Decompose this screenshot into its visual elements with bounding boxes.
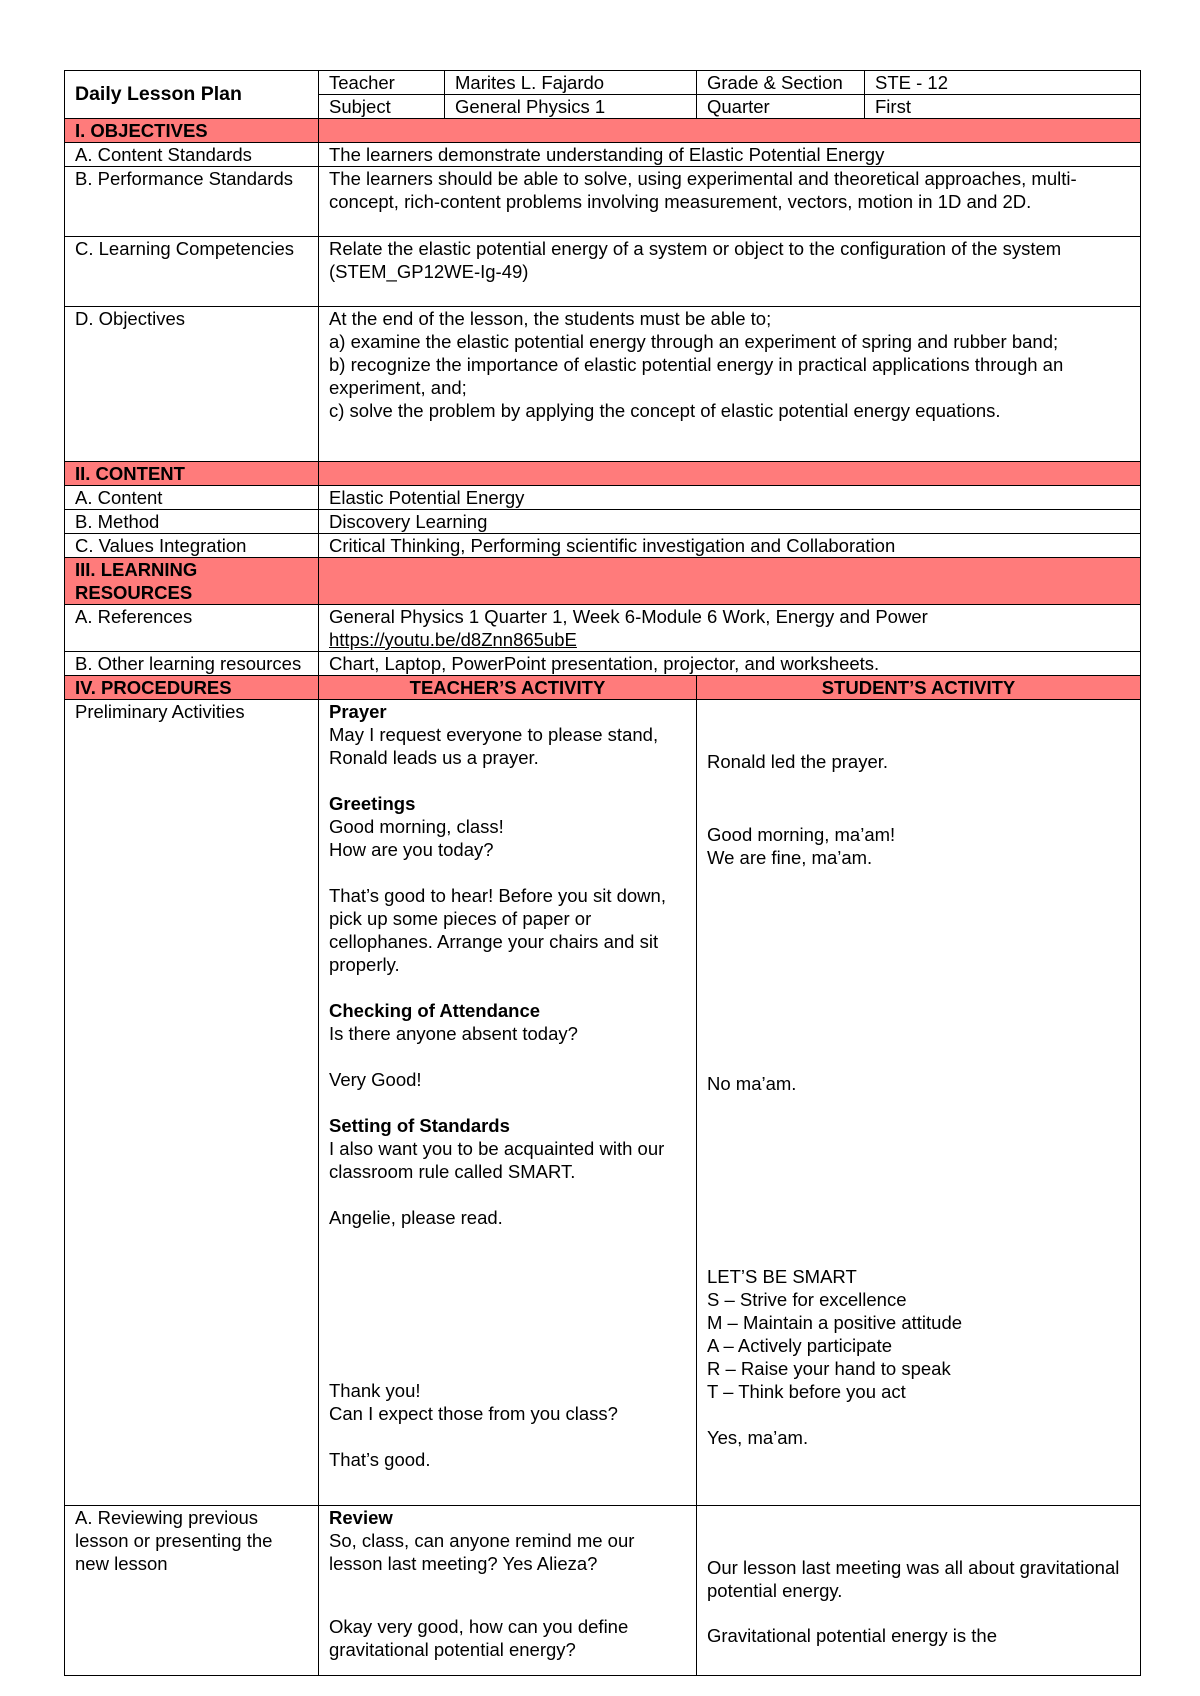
other-resources-label: B. Other learning resources <box>65 652 319 676</box>
greetings-text-3: That’s good to hear! Before you sit down, pick up some pieces of paper or cellophanes. Arrange your chairs and sit properly. <box>329 885 666 975</box>
competencies-row <box>65 237 1141 307</box>
attendance-text-1: Is there anyone absent today? <box>329 1023 578 1044</box>
content-standards-text: The learners demonstrate understanding of Elastic Potential Energy <box>319 143 1141 167</box>
smart-m: M – Maintain a positive attitude <box>707 1312 963 1333</box>
values-row <box>65 534 1141 558</box>
objectives-heading: I. OBJECTIVES <box>65 119 319 143</box>
resources-heading: III. LEARNING RESOURCES <box>65 558 319 605</box>
content-heading-row <box>65 462 1141 486</box>
smart-a: A – Actively participate <box>707 1335 893 1356</box>
content-value: Elastic Potential Energy <box>319 486 1141 510</box>
teacher-label: Teacher <box>319 71 445 95</box>
subject-value: General Physics 1 <box>445 95 697 119</box>
smart-s: S – Strive for excellence <box>707 1289 907 1310</box>
content-label: A. Content <box>65 486 319 510</box>
review-text-1: So, class, can anyone remind me our lesson last meeting? Yes Alieza? <box>329 1530 635 1574</box>
prayer-text: May I request everyone to please stand, Ronald leads us a prayer. <box>329 724 659 768</box>
references-value: General Physics 1 Quarter 1, Week 6-Module 6 Work, Energy and Power <box>329 606 928 627</box>
performance-standards-label: B. Performance Standards <box>65 167 319 237</box>
review-row <box>65 1506 1141 1676</box>
smart-title: LET’S BE SMART <box>707 1266 857 1287</box>
content-standards-row <box>65 143 1141 167</box>
references-row <box>65 605 1141 652</box>
header-row-teacher <box>65 71 1141 95</box>
objectives-label: D. Objectives <box>65 307 319 462</box>
smart-r: R – Raise your hand to speak <box>707 1358 951 1379</box>
performance-standards-text: The learners should be able to solve, using experimental and theoretical approaches, multi-concept, rich-content problems involving measurement, vectors, motion in 1D and 2D. <box>319 167 1141 237</box>
content-row <box>65 486 1141 510</box>
performance-standards-row <box>65 167 1141 237</box>
student-greeting-1: Good morning, ma’am! <box>707 824 896 845</box>
grade-value: STE - 12 <box>865 71 1141 95</box>
teacher-activity-heading: TEACHER’S ACTIVITY <box>319 676 697 700</box>
content-standards-label: A. Content Standards <box>65 143 319 167</box>
student-review-2: Gravitational potential energy is the <box>707 1625 998 1646</box>
student-greeting-2: We are fine, ma’am. <box>707 847 873 868</box>
standards-text-1: I also want you to be acquainted with our classroom rule called SMART. <box>329 1138 665 1182</box>
greetings-title: Greetings <box>329 793 416 814</box>
review-label: A. Reviewing previous lesson or presenting the new lesson <box>65 1506 319 1676</box>
teacher-value: Marites L. Fajardo <box>445 71 697 95</box>
preliminary-row <box>65 700 1141 1506</box>
objectives-text <box>319 307 1141 462</box>
student-prayer: Ronald led the prayer. <box>707 751 889 772</box>
review-title: Review <box>329 1507 393 1528</box>
procedures-heading: IV. PROCEDURES <box>65 676 319 700</box>
standards-title: Setting of Standards <box>329 1115 510 1136</box>
quarter-value: First <box>865 95 1141 119</box>
subject-label: Subject <box>319 95 445 119</box>
thanks-text-3: That’s good. <box>329 1449 431 1470</box>
greetings-text-1: Good morning, class! <box>329 816 504 837</box>
references-label: A. References <box>65 605 319 652</box>
smart-t: T – Think before you act <box>707 1381 906 1402</box>
values-label: C. Values Integration <box>65 534 319 558</box>
objectives-intro: At the end of the lesson, the students must be able to; <box>329 308 772 329</box>
review-text-2: Okay very good, how can you define gravitational potential energy? <box>329 1616 629 1660</box>
other-resources-row <box>65 652 1141 676</box>
document-title: Daily Lesson Plan <box>65 71 319 119</box>
references-text <box>319 605 1141 652</box>
student-review-cell <box>697 1506 1141 1676</box>
objectives-heading-row <box>65 119 1141 143</box>
lesson-plan-page <box>64 70 1140 1676</box>
thanks-text-2: Can I expect those from you class? <box>329 1403 618 1424</box>
values-value: Critical Thinking, Performing scientific investigation and Collaboration <box>319 534 1141 558</box>
content-heading: II. CONTENT <box>65 462 319 486</box>
competency-description: Relate the elastic potential energy of a system or object to the configuration of the system <box>329 238 1062 259</box>
method-label: B. Method <box>65 510 319 534</box>
objectives-row <box>65 307 1141 462</box>
references-link[interactable]: https://youtu.be/d8Znn865ubE <box>329 629 577 650</box>
attendance-text-2: Very Good! <box>329 1069 422 1090</box>
objective-b: b) recognize the importance of elastic potential energy in practical applications through an experiment, and; <box>329 354 1064 398</box>
attendance-title: Checking of Attendance <box>329 1000 541 1021</box>
quarter-label: Quarter <box>697 95 865 119</box>
student-review-1: Our lesson last meeting was all about gravitational potential energy. <box>707 1557 1120 1601</box>
objective-c: c) solve the problem by applying the concept of elastic potential energy equations. <box>329 400 1001 421</box>
competencies-label: C. Learning Competencies <box>65 237 319 307</box>
standards-text-2: Angelie, please read. <box>329 1207 503 1228</box>
preliminary-label: Preliminary Activities <box>65 700 319 1506</box>
prayer-title: Prayer <box>329 701 387 722</box>
lesson-plan-table <box>64 70 1141 1676</box>
thanks-text-1: Thank you! <box>329 1380 421 1401</box>
grade-label: Grade & Section <box>697 71 865 95</box>
competencies-text <box>319 237 1141 307</box>
student-activity-heading: STUDENT’S ACTIVITY <box>697 676 1141 700</box>
greetings-text-2: How are you today? <box>329 839 494 860</box>
procedures-heading-row <box>65 676 1141 700</box>
teacher-review-cell <box>319 1506 697 1676</box>
method-value: Discovery Learning <box>319 510 1141 534</box>
student-absent-reply: No ma’am. <box>707 1073 797 1094</box>
teacher-preliminary-cell <box>319 700 697 1506</box>
objective-a: a) examine the elastic potential energy through an experiment of spring and rubber band; <box>329 331 1059 352</box>
resources-heading-row <box>65 558 1141 605</box>
other-resources-value: Chart, Laptop, PowerPoint presentation, projector, and worksheets. <box>319 652 1141 676</box>
competency-code: (STEM_GP12WE-Ig-49) <box>329 261 529 282</box>
student-preliminary-cell <box>697 700 1141 1506</box>
method-row <box>65 510 1141 534</box>
student-yes-reply: Yes, ma’am. <box>707 1427 809 1448</box>
